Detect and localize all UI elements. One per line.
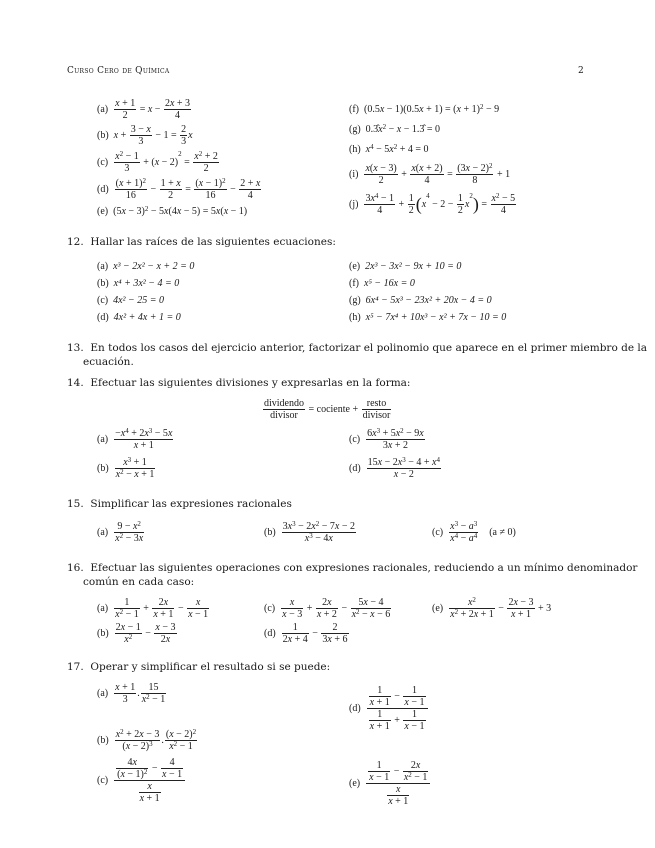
ex11-item-c: (c) $\frac{x^2 - 1}{3}$ + $(x - 2)^2$ = $\frac{x^2 + 2}{2}$	[97, 150, 218, 174]
ex17-item-a: (a) $\frac{x + 1}{3}$ . $\frac{15}{x^2 - 1}$	[97, 682, 166, 705]
ex11-item-d: (d) $\frac{(x + 1)^2}{16}$ − $\frac{1 + x}{2}$ = $\frac{(x - 1)^2}{16}$ − $\frac{2 + x}{4}$	[97, 177, 261, 201]
page-number: 2	[578, 66, 585, 76]
ex14-item-d: (d) $\frac{15x - 2x^3 - 4 + x^4}{x - 2}$	[349, 456, 440, 480]
ex13-line-2: ecuación.	[83, 356, 134, 368]
ex11-item-g: (g) $0.3̂x^2 - x$ − 1.3̂ = 0	[349, 123, 440, 135]
ex12-item-e: (e) 2x³ − 3x² − 9x + 10 = 0	[349, 261, 462, 272]
ex14-item-b: (b) $\frac{x^3 + 1}{x^2 - x + 1}$	[97, 456, 155, 480]
ex15-item-c: (c) $\frac{x^3 - a^3}{x^4 - a^4}$ (a ≠ 0)	[432, 520, 516, 544]
ex11-item-e: (e) $(5x - 3)^2 - 5x(4x - 5) = 5x(x - 1)$	[97, 205, 248, 217]
ex14-item-a: (a) $\frac{-x^4 + 2x^3 - 5x}{x + 1}$	[97, 427, 173, 451]
ex15-item-a: (a) $\frac{9 - x^2}{x^2 - 3x}$	[97, 520, 144, 544]
ex17-item-e: (e) $\frac{1}{x - 1}$ − $\frac{2x}{x^2 - 1}$ $\frac{x}{x + 1}$	[349, 760, 431, 807]
ex15-item-b: (b) $\frac{3x^3 - 2x^2 - 7x - 2}{x^3 - 4x}$	[264, 520, 355, 544]
ex14-item-c: (c) $\frac{6x^3 + 5x^2 - 9x}{3x + 2}$	[349, 427, 424, 451]
ex12-item-c: (c) 4x² − 25 = 0	[97, 295, 165, 306]
ex14-form: $\frac{\text{dividendo}}{\text{divisor}}$ = cociente + $\frac{\text{resto}}{\text{divisor}}$	[264, 398, 391, 421]
ex12-item-h: (h) x⁵ − 7x⁴ + 10x³ − x² + 7x − 10 = 0	[349, 312, 507, 323]
ex16-item-b: (b) $\frac{2x - 1}{x^2}$ − $\frac{x - 3}{2x}$	[97, 622, 176, 645]
ex13-line-1: 13. En todos los casos del ejercicio anterior, factorizar el polinomio que aparece en el primer miembro de la	[67, 342, 648, 354]
ex16-line-2: común en cada caso:	[83, 576, 195, 588]
ex17-item-b: (b) $\frac{x^2 + 2x - 3}{(x - 2)^3}$ . $\frac{(x - 2)^2}{x^2 - 1}$	[97, 728, 197, 752]
ex12-item-a: (a) x³ − 2x² − x + 2 = 0	[97, 261, 195, 272]
running-header: Curso Cero de Química	[67, 66, 170, 76]
ex16-line-1: 16. Efectuar las siguientes operaciones con expresiones racionales, reduciendo a un mínimo denominador	[67, 562, 638, 574]
ex11-item-a: (a) $\frac{x + 1}{2}$ = x − $\frac{2x + 3}{4}$	[97, 98, 191, 121]
ex16-item-e: (e) $\frac{x^2}{x^2 + 2x + 1}$ − $\frac{2x - 3}{x + 1}$ + 3	[432, 596, 552, 620]
ex17-item-d: (d) $\frac{1}{x + 1}$ − $\frac{1}{x - 1}$ $\frac{1}{x + 1}$ + $\frac{1}{x - 1}$	[349, 685, 429, 732]
ex12-item-g: (g) 6x⁴ − 5x³ − 23x² + 20x − 4 = 0	[349, 295, 492, 306]
ex11-item-f: (f) $(0.5x - 1)(0.5x + 1) = (x + 1)^2 - 9$	[349, 103, 500, 115]
ex17-statement: 17. Operar y simplificar el resultado si se puede:	[67, 661, 331, 673]
ex11-item-i: (i) $\frac{x(x - 3)}{2}$ + $\frac{x(x + 2)}{4}$ = $\frac{(3x - 2)^2}{8}$ + 1	[349, 162, 511, 186]
ex12-item-b: (b) x⁴ + 3x² − 4 = 0	[97, 278, 180, 289]
ex11-item-b: (b) x + $\frac{3 - x}{3}$ − 1 = $\frac{2}{3}$ x	[97, 124, 193, 147]
ex12-item-d: (d) 4x² + 4x + 1 = 0	[97, 312, 181, 323]
ex16-item-c: (c) $\frac{x}{x - 3}$ + $\frac{2x}{x + 2}$ − $\frac{5x - 4}{x^2 - x - 6}$	[264, 597, 391, 620]
ex16-item-d: (d) $\frac{1}{2x + 4}$ − $\frac{2}{3x + 6}$	[264, 622, 348, 645]
ex12-item-f: (f) x⁵ − 16x = 0	[349, 278, 415, 289]
ex11-item-h: (h) $x^4 - 5x^2 + 4 = 0$	[349, 143, 429, 155]
ex16-item-a: (a) $\frac{1}{x^2 - 1}$ + $\frac{2x}{x + 1}$ − $\frac{x}{x - 1}$	[97, 597, 209, 620]
ex14-statement: 14. Efectuar las siguientes divisiones y expresarlas en la forma:	[67, 377, 411, 389]
ex17-item-c: (c) $\frac{4x}{(x - 1)^2}$ − $\frac{4}{x - 1}$ $\frac{x}{x + 1}$	[97, 757, 186, 804]
ex15-statement: 15. Simplificar las expresiones racionales	[67, 498, 292, 510]
ex12-statement: 12. Hallar las raíces de las siguientes ecuaciones:	[67, 236, 336, 248]
ex11-item-j: (j) $\frac{3x^4 - 1}{4}$ + $\frac{1}{2}$ ($x^4 - 2$ − $\frac{1}{2}$ $x^2$) = $\frac{x^2 - 5}{4}$	[349, 192, 516, 216]
